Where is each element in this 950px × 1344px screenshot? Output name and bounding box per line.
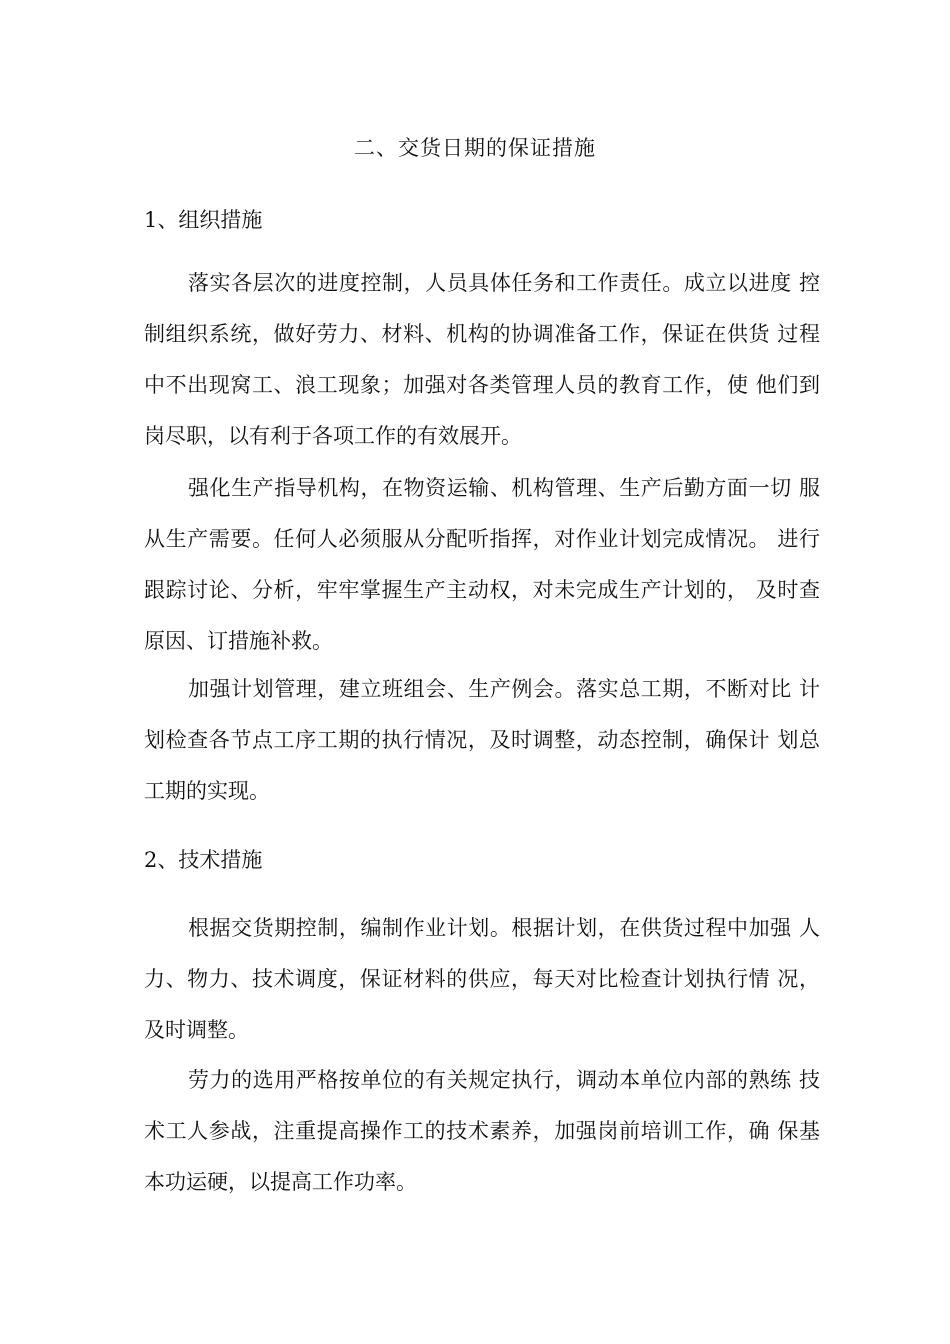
paragraph-line: 加强计划管理，建立班组会、生产例会。落实总工期，不断对比 计 [188,677,820,701]
paragraph-technical-2 [144,1055,820,1208]
paragraph-line: 根据交货期控制，编制作业计划。根据计划，在供货过程中加强 人 [188,916,820,940]
paragraph-line: 本功运硬，以提高工作功率。 [144,1170,417,1194]
paragraph-line: 中不出现窝工、浪工现象；加强对各类管理人员的教育工作，使 他们到 [144,373,820,397]
paragraph-line: 力、物力、技术调度，保证材料的供应，每天对比检查计划执行情 况， [144,967,820,991]
paragraph-line: 从生产需要。任何人必须服从分配听指挥，对作业计划完成情况。 进行 [144,527,820,551]
paragraph-organization-2 [144,463,820,667]
section-heading-technical: 2、技术措施 [144,848,263,872]
paragraph-technical-1 [144,903,820,1056]
paragraph-line: 及时调整。 [144,1018,249,1042]
section-heading-organization: 1、组织措施 [144,208,263,232]
paragraph-line: 强化生产指导机构，在物资运输、机构管理、生产后勤方面一切 服 [188,476,820,500]
paragraph-line: 制组织系统，做好劳力、材料、机构的协调准备工作，保证在供货 过程 [144,322,820,346]
document-title: 二、交货日期的保证措施 [354,136,596,160]
paragraph-line: 术工人参战，注重提高操作工的技术素养，加强岗前培训工作，确 保基 [144,1119,820,1143]
paragraph-organization-1 [144,258,820,462]
paragraph-organization-3 [144,664,820,817]
paragraph-line: 劳力的选用严格按单位的有关规定执行，调动本单位内部的熟练 技 [188,1068,820,1092]
paragraph-line: 原因、订措施补救。 [144,629,333,653]
paragraph-line: 划检查各节点工序工期的执行情况，及时调整，动态控制，确保计 划总 [144,728,820,752]
paragraph-line: 跟踪讨论、分析，牢牢掌握生产主动权，对未完成生产计划的， 及时查 [144,578,820,602]
paragraph-line: 岗尽职，以有利于各项工作的有效展开。 [144,424,522,448]
paragraph-line: 落实各层次的进度控制，人员具体任务和工作责任。成立以进度 控 [188,271,820,295]
paragraph-line: 工期的实现。 [144,779,270,803]
